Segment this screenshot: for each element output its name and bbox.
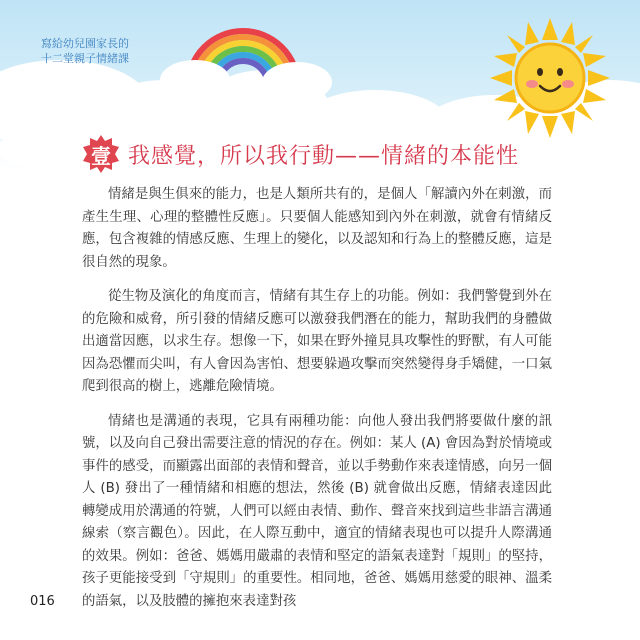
body-text <box>82 184 552 625</box>
sun-icon <box>490 18 610 138</box>
cloud-icon <box>262 62 332 102</box>
book-series-line-1: 寫給幼兒園家長的 <box>41 37 129 50</box>
paragraph: 情緒也是溝通的表現，它具有兩種功能：向他人發出我們將要做什麼的訊號，以及向自己發出需要注意的情況的存在。例如：某人 (A) 會因為對於情境或事件的感受，而顯露出面部的表情和聲音，並以手勢動作來表達情感，向另一個人 (B) 發出了一種情緒和相應的想法，然後 (B) 就會做出反應，情緒表達因此轉變成用於溝通的符號，人們可以經由表情、動作、聲音來找到這些非語言溝通線索（察言觀色）。因此，在人際互動中，適宜的情緒表現也可以提升人際溝通的效果。例如：爸爸、媽媽用嚴肅的表情和堅定的語氣表達對「規則」的堅持，孩子更能接受到「守規則」的重要性。相同地，爸爸、媽媽用慈愛的眼神、溫柔的語氣，以及肢體的擁抱來表達對孩 <box>82 413 553 609</box>
section-heading <box>82 134 519 174</box>
paragraph: 情緒是與生俱來的能力，也是人類所共有的，是個人「解讀內外在刺激，而產生生理、心理的整體性反應」。只要個人能感知到內外在刺激，就會有情緒反應，包含複雜的情感反應、生理上的變化，以及認知和行為上的整體反應，這是很自然的現象。 <box>82 187 552 270</box>
section-number: 壹 <box>91 143 111 168</box>
book-series-line-2: 十二堂親子情緒課 <box>41 52 129 65</box>
page-number: 016 <box>30 594 55 609</box>
cloud-icon <box>160 60 230 100</box>
paragraph: 從生物及演化的角度而言，情緒有其生存上的功能。例如：我們警覺到外在的危險和威脅，所引發的情緒反應可以激發我們潛在的能力，幫助我們的身體做出適當因應，以求生存。想像一下，如果在野外撞見具攻擊性的野獸，有人可能因為恐懼而尖叫，有人會因為害怕、想要躲過攻擊而突然變得身手矯健，一口氣爬到很高的樹上，逃離危險情境。 <box>82 289 552 394</box>
book-series-title <box>30 36 140 66</box>
section-title: 我感覺，所以我行動——情緒的本能性 <box>128 143 520 169</box>
section-number-badge <box>82 135 120 173</box>
